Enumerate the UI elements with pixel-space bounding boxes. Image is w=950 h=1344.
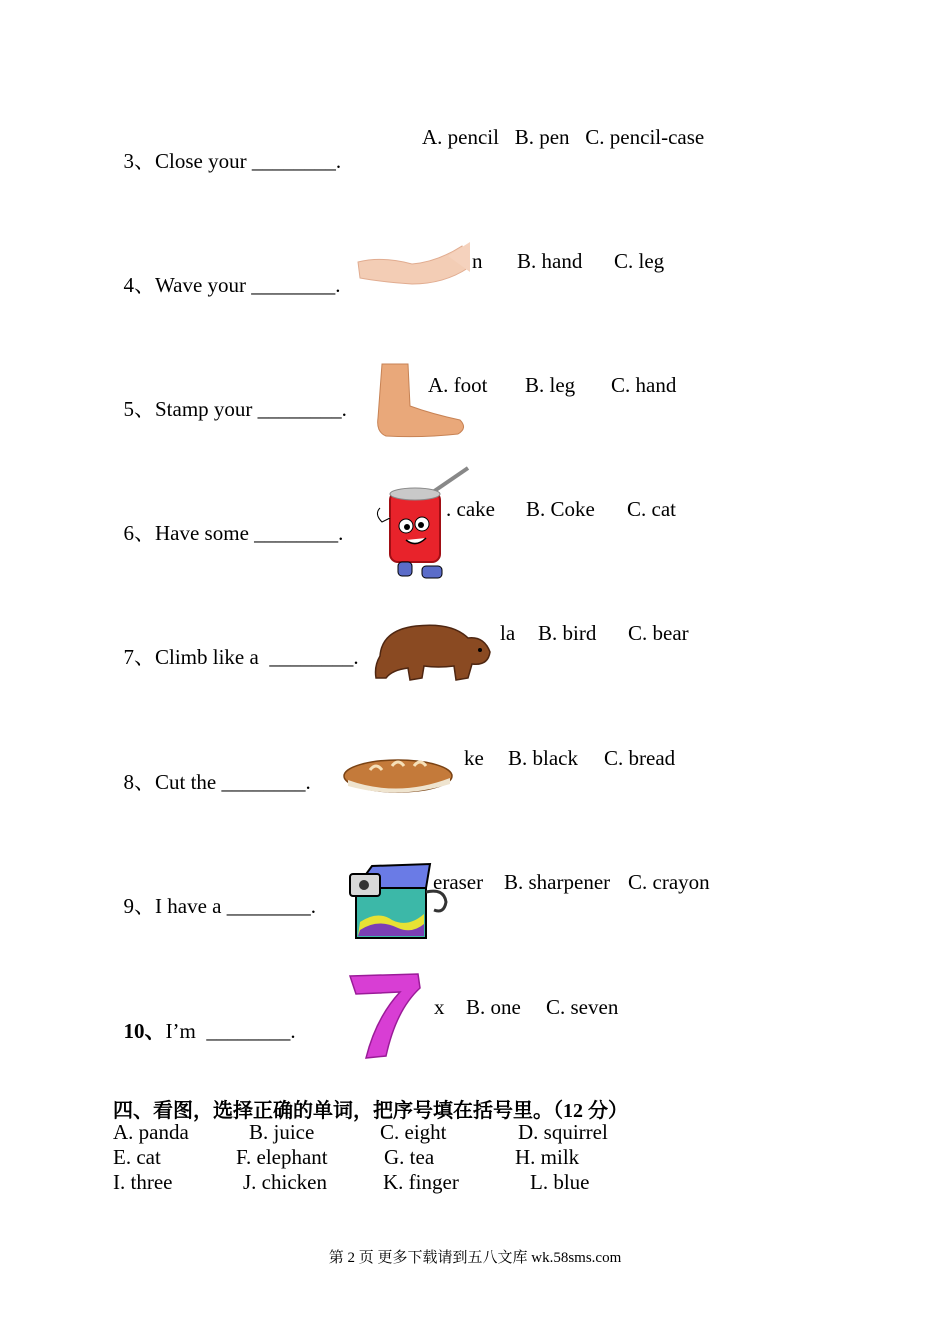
number-seven-picture (346, 970, 422, 1062)
word-option: I. three (113, 1170, 173, 1194)
bear-picture (372, 616, 494, 692)
word-option: H. milk (515, 1145, 580, 1169)
word-option: E. cat (113, 1145, 161, 1169)
question-4: 4、Wave your ________. (123, 273, 341, 297)
page-footer: 第 2 页 更多下载请到五八文库 wk.58sms.com (328, 1250, 622, 1266)
bread-picture (340, 748, 462, 798)
question-9: 9、I have a ________. (123, 894, 316, 918)
question-3: 3、Close your ________. (123, 149, 342, 173)
question-7: 7、Climb like a ________. (123, 645, 359, 669)
question-6: 6、Have some ________. (123, 521, 344, 545)
question-number: 3 (123, 149, 134, 173)
question-3-options: A. pencil B. pen C. pencil-case (422, 125, 705, 149)
arm-picture (352, 238, 472, 294)
question-5: 5、Stamp your ________. (123, 397, 347, 421)
word-option: D. squirrel (518, 1120, 608, 1144)
coke-can-picture (372, 464, 476, 582)
question-8: 8、Cut the ________. (123, 770, 311, 794)
word-option: F. elephant (236, 1145, 328, 1169)
question-10: 10、I’m ________. (123, 1019, 296, 1043)
word-option: C. eight (380, 1120, 447, 1144)
word-option: J. chicken (243, 1170, 327, 1194)
word-option: A. panda (113, 1120, 189, 1144)
word-option: K. finger (383, 1170, 459, 1194)
word-option: B. juice (249, 1120, 315, 1144)
word-option: G. tea (384, 1145, 435, 1169)
question-stem: Close your ________. (155, 149, 342, 173)
word-option: L. blue (530, 1170, 590, 1194)
section-4-title: 四、看图，选择正确的单词，把序号填在括号里。（12 分） (113, 1100, 628, 1122)
